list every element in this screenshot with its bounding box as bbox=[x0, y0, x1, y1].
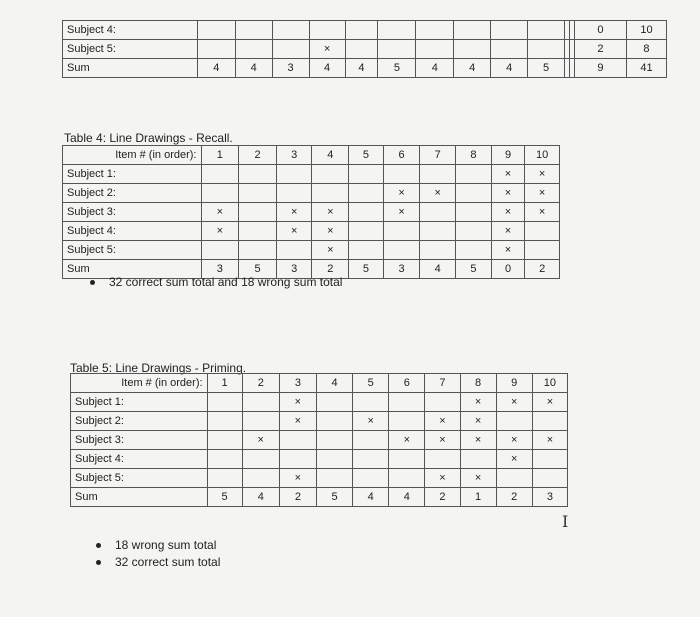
table-cell bbox=[532, 450, 567, 469]
table-cell: × bbox=[201, 203, 239, 222]
table-cell: × bbox=[491, 184, 525, 203]
table-5-caption: Table 5: Line Drawings - Priming. bbox=[70, 361, 247, 375]
table-cell bbox=[383, 165, 420, 184]
table-4 bbox=[62, 145, 560, 279]
table-cell: × bbox=[353, 412, 389, 431]
table-cell: 3 bbox=[201, 260, 239, 279]
table-cell: × bbox=[279, 393, 316, 412]
table-cell: 5 bbox=[456, 260, 492, 279]
table-cell bbox=[460, 450, 496, 469]
table-cell bbox=[425, 393, 460, 412]
table-cell: × bbox=[525, 184, 560, 203]
table-cell bbox=[528, 40, 565, 59]
bullet-dot bbox=[96, 560, 101, 565]
table-cell: 9 bbox=[575, 59, 627, 78]
text-cursor-icon: I bbox=[562, 512, 569, 531]
table-cell bbox=[239, 184, 277, 203]
table-cell bbox=[353, 450, 389, 469]
table-cell bbox=[491, 40, 528, 59]
table5-header-label: Item # (in order): bbox=[71, 374, 208, 393]
table-cell bbox=[239, 241, 277, 260]
table-cell bbox=[383, 222, 420, 241]
table-cell bbox=[378, 21, 416, 40]
table-cell bbox=[197, 21, 235, 40]
table-cell: × bbox=[496, 450, 532, 469]
table-cell bbox=[383, 241, 420, 260]
table-cell bbox=[456, 203, 492, 222]
table-cell bbox=[420, 165, 456, 184]
item-number-cell: 6 bbox=[389, 374, 425, 393]
item-number-cell: 2 bbox=[242, 374, 279, 393]
table-cell: 5 bbox=[528, 59, 565, 78]
item-number-cell: 7 bbox=[420, 146, 456, 165]
table-cell bbox=[276, 184, 312, 203]
table-5-note-2-text: 32 correct sum total bbox=[115, 555, 221, 569]
item-number-cell: 3 bbox=[279, 374, 316, 393]
table-cell bbox=[456, 165, 492, 184]
table-cell: × bbox=[312, 222, 349, 241]
row-label: Subject 2: bbox=[71, 412, 208, 431]
table-cell: 3 bbox=[532, 488, 567, 507]
table-cell bbox=[420, 203, 456, 222]
table-cell: 0 bbox=[491, 260, 525, 279]
table-cell bbox=[207, 431, 242, 450]
table-cell: × bbox=[425, 412, 460, 431]
table-cell bbox=[378, 40, 416, 59]
table4-header-row bbox=[63, 146, 560, 165]
table-cell bbox=[389, 469, 425, 488]
table-cell: 5 bbox=[239, 260, 277, 279]
table-cell bbox=[528, 21, 565, 40]
table-cell: × bbox=[460, 393, 496, 412]
table-cell bbox=[425, 450, 460, 469]
table5-header-row bbox=[71, 374, 568, 393]
table-cell bbox=[239, 203, 277, 222]
table-cell bbox=[389, 412, 425, 431]
table-row bbox=[71, 431, 568, 450]
table-cell: × bbox=[460, 412, 496, 431]
table-cell: × bbox=[496, 393, 532, 412]
table-cell: 4 bbox=[491, 59, 528, 78]
table-cell: 5 bbox=[316, 488, 352, 507]
table-cell: 8 bbox=[626, 40, 666, 59]
table-cell: × bbox=[496, 431, 532, 450]
table-cell: 4 bbox=[345, 59, 378, 78]
table-cell bbox=[345, 21, 378, 40]
table-row bbox=[71, 488, 568, 507]
item-number-cell: 2 bbox=[239, 146, 277, 165]
table-cell: × bbox=[491, 165, 525, 184]
table-cell: 2 bbox=[312, 260, 349, 279]
item-number-cell: 4 bbox=[312, 146, 349, 165]
table-cell bbox=[353, 469, 389, 488]
table-cell: × bbox=[525, 165, 560, 184]
table-cell bbox=[242, 469, 279, 488]
bullet-dot bbox=[96, 543, 101, 548]
table-cell: 4 bbox=[353, 488, 389, 507]
table-cell: × bbox=[460, 469, 496, 488]
table-cell: 41 bbox=[626, 59, 666, 78]
table-cell: × bbox=[425, 431, 460, 450]
table-cell: 4 bbox=[416, 59, 454, 78]
table-cell bbox=[316, 393, 352, 412]
table-cell bbox=[201, 165, 239, 184]
table-cell bbox=[235, 40, 272, 59]
table-cell bbox=[207, 412, 242, 431]
table-cell bbox=[207, 450, 242, 469]
table-cell bbox=[456, 184, 492, 203]
table-cell: × bbox=[276, 203, 312, 222]
table-cell: 4 bbox=[235, 59, 272, 78]
table-cell bbox=[349, 241, 384, 260]
table-3 bbox=[62, 20, 667, 78]
table-5-note-1 bbox=[96, 538, 216, 552]
table-cell bbox=[456, 222, 492, 241]
item-number-cell: 9 bbox=[496, 374, 532, 393]
table-cell: 2 bbox=[525, 260, 560, 279]
table-cell: 4 bbox=[242, 488, 279, 507]
table-cell bbox=[349, 184, 384, 203]
table4-header-label: Item # (in order): bbox=[63, 146, 202, 165]
table-4-note-text: 32 correct sum total and 18 wrong sum total bbox=[109, 275, 343, 289]
table-cell bbox=[353, 431, 389, 450]
table-row bbox=[71, 412, 568, 431]
table-cell: × bbox=[242, 431, 279, 450]
table-cell: 4 bbox=[389, 488, 425, 507]
table-cell: × bbox=[420, 184, 456, 203]
table-cell: × bbox=[309, 40, 345, 59]
table-cell: 10 bbox=[626, 21, 666, 40]
item-number-cell: 1 bbox=[201, 146, 239, 165]
table-cell bbox=[316, 450, 352, 469]
table-cell bbox=[272, 40, 309, 59]
table-row bbox=[63, 222, 560, 241]
row-label: Subject 2: bbox=[63, 184, 202, 203]
table-cell bbox=[201, 241, 239, 260]
table-cell bbox=[420, 222, 456, 241]
table-cell bbox=[197, 40, 235, 59]
table-cell: 4 bbox=[309, 59, 345, 78]
item-number-cell: 4 bbox=[316, 374, 352, 393]
table-cell: × bbox=[532, 393, 567, 412]
item-number-cell: 8 bbox=[460, 374, 496, 393]
row-label: Subject 4: bbox=[71, 450, 208, 469]
table-row bbox=[71, 393, 568, 412]
row-label: Subject 5: bbox=[71, 469, 208, 488]
table-cell bbox=[272, 21, 309, 40]
table-cell: × bbox=[279, 412, 316, 431]
table-cell bbox=[279, 431, 316, 450]
table-cell: × bbox=[491, 241, 525, 260]
table-cell bbox=[454, 40, 491, 59]
table-cell bbox=[420, 241, 456, 260]
table-cell bbox=[389, 393, 425, 412]
table-cell: 4 bbox=[454, 59, 491, 78]
table-row bbox=[63, 40, 667, 59]
table-row bbox=[71, 469, 568, 488]
table-cell bbox=[207, 393, 242, 412]
table-cell bbox=[309, 21, 345, 40]
item-number-cell: 5 bbox=[353, 374, 389, 393]
bullet-dot bbox=[90, 280, 95, 285]
table-cell: 3 bbox=[272, 59, 309, 78]
table-cell bbox=[349, 222, 384, 241]
table-cell: × bbox=[491, 203, 525, 222]
item-number-cell: 6 bbox=[383, 146, 420, 165]
table-row bbox=[63, 59, 667, 78]
item-number-cell: 10 bbox=[525, 146, 560, 165]
table-cell bbox=[239, 222, 277, 241]
item-number-cell: 8 bbox=[456, 146, 492, 165]
table-5-note-2 bbox=[96, 555, 220, 569]
table-cell bbox=[454, 21, 491, 40]
table-cell bbox=[239, 165, 277, 184]
table-cell: × bbox=[389, 431, 425, 450]
table-5 bbox=[70, 373, 568, 507]
table-cell: 3 bbox=[276, 260, 312, 279]
table-cell: × bbox=[201, 222, 239, 241]
row-label: Sum bbox=[63, 260, 202, 279]
table-cell bbox=[532, 412, 567, 431]
row-label: Subject 5: bbox=[63, 241, 202, 260]
table-4-note bbox=[90, 275, 342, 289]
table-cell: 2 bbox=[425, 488, 460, 507]
item-number-cell: 3 bbox=[276, 146, 312, 165]
table-cell: × bbox=[279, 469, 316, 488]
table-row bbox=[63, 165, 560, 184]
table-cell bbox=[276, 165, 312, 184]
table-cell bbox=[496, 469, 532, 488]
table-cell: × bbox=[532, 431, 567, 450]
table-cell bbox=[201, 184, 239, 203]
table-cell bbox=[353, 393, 389, 412]
row-label: Subject 3: bbox=[71, 431, 208, 450]
table-cell: 4 bbox=[197, 59, 235, 78]
table-cell bbox=[345, 40, 378, 59]
table-cell: 2 bbox=[496, 488, 532, 507]
table-cell bbox=[316, 431, 352, 450]
row-label: Subject 1: bbox=[71, 393, 208, 412]
table-cell bbox=[312, 184, 349, 203]
table-cell bbox=[242, 412, 279, 431]
table-cell bbox=[349, 165, 384, 184]
table-cell: × bbox=[383, 184, 420, 203]
table-row bbox=[63, 203, 560, 222]
table-cell: × bbox=[460, 431, 496, 450]
item-number-cell: 7 bbox=[425, 374, 460, 393]
item-number-cell: 10 bbox=[532, 374, 567, 393]
row-label: Subject 1: bbox=[63, 165, 202, 184]
item-number-cell: 1 bbox=[207, 374, 242, 393]
table-cell: × bbox=[312, 241, 349, 260]
table-cell: × bbox=[383, 203, 420, 222]
table-cell: 5 bbox=[207, 488, 242, 507]
table-row bbox=[71, 450, 568, 469]
table-cell: × bbox=[525, 203, 560, 222]
table-cell bbox=[242, 393, 279, 412]
row-label: Sum bbox=[71, 488, 208, 507]
row-label: Subject 3: bbox=[63, 203, 202, 222]
table-cell bbox=[456, 241, 492, 260]
table-cell bbox=[207, 469, 242, 488]
table-cell bbox=[416, 40, 454, 59]
table-cell bbox=[276, 241, 312, 260]
table-cell: 2 bbox=[279, 488, 316, 507]
table-cell bbox=[496, 412, 532, 431]
row-label: Subject 5: bbox=[63, 40, 198, 59]
table-cell bbox=[235, 21, 272, 40]
item-number-cell: 9 bbox=[491, 146, 525, 165]
table-cell bbox=[389, 450, 425, 469]
table-cell: 4 bbox=[420, 260, 456, 279]
table-cell: 0 bbox=[575, 21, 627, 40]
table-4-caption: Table 4: Line Drawings - Recall. bbox=[64, 131, 233, 145]
table-row bbox=[63, 21, 667, 40]
table-cell bbox=[312, 165, 349, 184]
table-cell: × bbox=[491, 222, 525, 241]
row-label: Subject 4: bbox=[63, 222, 202, 241]
row-label: Sum bbox=[63, 59, 198, 78]
table-cell: × bbox=[425, 469, 460, 488]
table-cell: 5 bbox=[349, 260, 384, 279]
table-cell bbox=[242, 450, 279, 469]
table-cell: × bbox=[276, 222, 312, 241]
table-cell: 3 bbox=[383, 260, 420, 279]
table-cell: × bbox=[312, 203, 349, 222]
table-cell bbox=[532, 469, 567, 488]
item-number-cell: 5 bbox=[349, 146, 384, 165]
table-row bbox=[63, 241, 560, 260]
table-row bbox=[63, 184, 560, 203]
table-cell bbox=[279, 450, 316, 469]
table-cell bbox=[491, 21, 528, 40]
table-cell bbox=[316, 469, 352, 488]
table-cell bbox=[525, 222, 560, 241]
table-cell: 1 bbox=[460, 488, 496, 507]
table-cell bbox=[416, 21, 454, 40]
table-cell: 5 bbox=[378, 59, 416, 78]
table-5-note-1-text: 18 wrong sum total bbox=[115, 538, 217, 552]
table-cell: 2 bbox=[575, 40, 627, 59]
table-cell bbox=[525, 241, 560, 260]
row-label: Subject 4: bbox=[63, 21, 198, 40]
table-cell bbox=[316, 412, 352, 431]
table-cell bbox=[349, 203, 384, 222]
